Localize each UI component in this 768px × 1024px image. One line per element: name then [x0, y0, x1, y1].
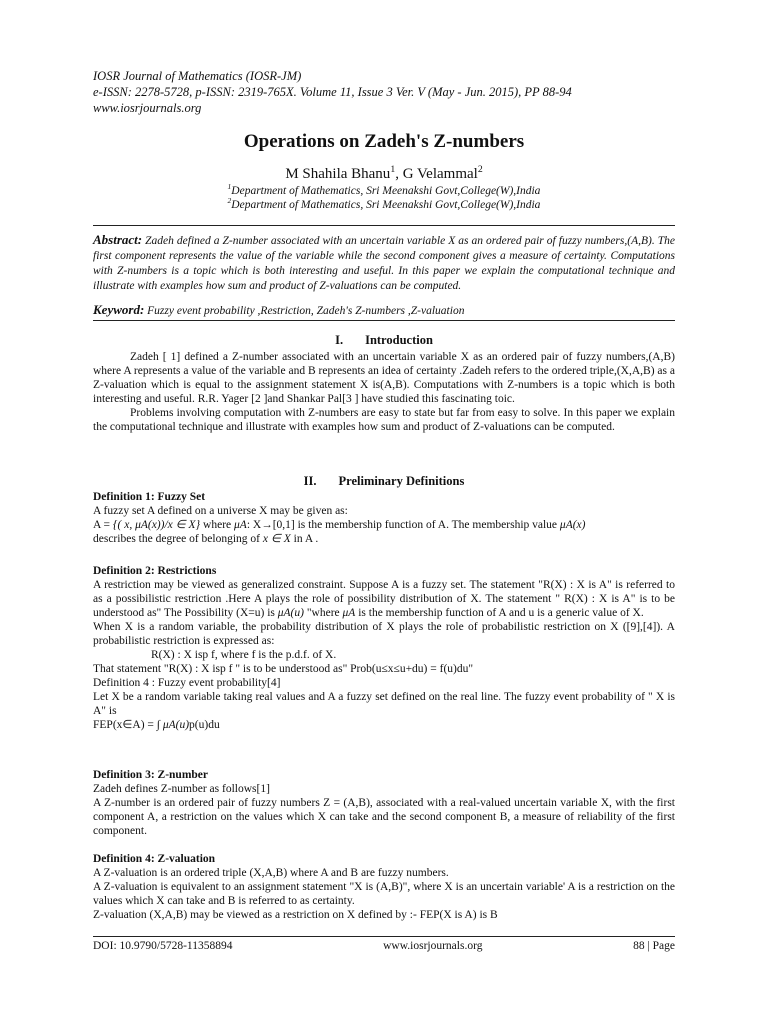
- paragraph: Z-valuation (X,A,B) may be viewed as a restriction on X defined by :- FEP(X is A) is B: [93, 909, 498, 921]
- journal-name: IOSR Journal of Mathematics (IOSR-JM): [93, 69, 302, 83]
- author-list: [0, 166, 768, 183]
- paragraph: [93, 578, 675, 620]
- keywords: [93, 302, 675, 318]
- set-formula: {( x, μA(x))/x ∈ X}: [112, 519, 201, 531]
- paragraph: Let X be a random variable taking real values and A a fuzzy set defined on the real line. The fuzzy event probability of " X is A" is: [93, 691, 675, 717]
- affiliations: [0, 184, 768, 212]
- definition-title: Definition 2: Restrictions: [93, 565, 217, 577]
- section-title: Preliminary Definitions: [338, 474, 465, 488]
- definition-4: [93, 852, 675, 922]
- author-1-sup: 1: [390, 164, 396, 175]
- section-number: II.: [303, 474, 317, 488]
- definition-title: Definition 4: Z-valuation: [93, 853, 216, 865]
- paragraph: [93, 518, 675, 532]
- author-1: M Shahila Bhanu: [285, 166, 391, 182]
- paragraph: [93, 532, 675, 546]
- definition-2: [93, 564, 675, 732]
- section-heading-introduction: [0, 333, 768, 348]
- footer-page-number: 88 | Page: [633, 940, 675, 952]
- affiliation-1: [0, 184, 768, 198]
- integral-formula: ∫ μA(u): [156, 719, 190, 731]
- abstract-bottom-rule: [93, 320, 675, 321]
- text-run: p(u)du: [189, 719, 220, 731]
- affiliation-2-sup: 2: [227, 196, 232, 206]
- footer-doi: DOI: 10.9790/5728-11358894: [93, 940, 233, 952]
- text-run: is the membership function of A and u is a generic value of X.: [355, 607, 644, 619]
- paragraph: That statement "R(X) : X isp f " is to be understood as" Prob(u≤x≤u+du) = f(u)du": [93, 663, 474, 675]
- section-title: Introduction: [365, 333, 433, 347]
- paragraph: A Z-number is an ordered pair of fuzzy numbers Z = (A,B), associated with a real-valued uncertain variable X, with the first component A, a restriction on the values which X can take and the second component B, a measure of reliability of the first component.: [93, 797, 675, 837]
- footer-website: www.iosrjournals.org: [383, 940, 483, 952]
- text-run: where: [200, 519, 234, 531]
- definition-1: [93, 490, 675, 546]
- affiliation-2: [0, 198, 768, 212]
- text-run: A =: [93, 519, 113, 531]
- paragraph: Problems involving computation with Z-numbers are easy to state but far from easy to solve. In this paper we explain the computational technique and illustrate with examples how sum and product of Z-valuations can be computed.: [93, 407, 675, 433]
- affiliation-1-text: Department of Mathematics, Sri Meenakshi Govt,College(W),India: [231, 185, 541, 197]
- abstract-top-rule: [93, 225, 675, 226]
- formula-line: R(X) : X isp f, where f is the p.d.f. of X.: [151, 649, 337, 661]
- section-number: I.: [335, 333, 344, 347]
- abstract: [93, 232, 675, 294]
- affiliation-2-text: Department of Mathematics, Sri Meenakshi Govt,College(W),India: [231, 199, 541, 211]
- element-symbol: x ∈ X: [262, 533, 291, 545]
- paragraph: When X is a random variable, the probability distribution of X plays the role of probabilistic restriction on X ([9],[4]). A probabilistic restriction is expressed as:: [93, 621, 675, 647]
- abstract-label: Abstract:: [93, 232, 143, 247]
- journal-website: www.iosrjournals.org: [93, 101, 202, 115]
- membership-u-symbol: μA(u): [277, 607, 304, 619]
- membership-value-symbol: μA(x): [559, 519, 586, 531]
- text-run: in A .: [290, 533, 319, 545]
- author-2-sup: 2: [477, 164, 483, 175]
- journal-header: [93, 68, 572, 116]
- keyword-label: Keyword:: [93, 302, 145, 317]
- paragraph: A Z-valuation is an ordered triple (X,A,B) where A and B are fuzzy numbers.: [93, 867, 449, 879]
- journal-issn: e-ISSN: 2278-5728, p-ISSN: 2319-765X. Volume 11, Issue 3 Ver. V (May - Jun. 2015), PP 88-94: [93, 85, 572, 99]
- definition-3: [93, 768, 675, 838]
- paragraph: A Z-valuation is equivalent to an assignment statement "X is (A,B)", where X is an uncertain variable' A is a restriction on the values which X can take and B is referred to as certainty.: [93, 881, 675, 907]
- author-2: G Velammal: [402, 166, 478, 182]
- paragraph: A fuzzy set A defined on a universe X may be given as:: [93, 505, 348, 517]
- affiliation-1-sup: 1: [227, 182, 232, 192]
- text-run: describes the degree of belonging of: [93, 533, 263, 545]
- paragraph: Zadeh defines Z-number as follows[1]: [93, 783, 270, 795]
- membership-symbol: μA: [234, 519, 247, 531]
- abstract-text: Zadeh defined a Z-number associated with an uncertain variable X as an ordered pair of fuzzy numbers,(A,B). The first component represents the value of the variable while the second component gives a measure of certainty. Computations with Z-numbers is a topic which is both interesting and useful. In this paper we explain the computational technique and illustrate with examples how sum and product of Z-valuations can be computed.: [93, 235, 675, 292]
- introduction-body: [93, 350, 675, 434]
- paragraph: [93, 718, 675, 732]
- paper-title: Operations on Zadeh's Z-numbers: [243, 131, 525, 152]
- page-footer: [93, 940, 675, 952]
- definition-title: Definition 1: Fuzzy Set: [93, 491, 206, 503]
- text-run: "where: [303, 607, 343, 619]
- text-run: FEP(x∈A) =: [93, 719, 157, 731]
- footer-rule: [93, 936, 675, 937]
- keyword-text: Fuzzy event probability ,Restriction, Zadeh's Z-numbers ,Z-valuation: [147, 305, 465, 317]
- membership-symbol: μA: [342, 607, 356, 619]
- text-run: A restriction may be viewed as generalized constraint. Suppose A is a fuzzy set. The statement "R(X) : X is A" is referred to as a possibilistic restriction .Here A plays the role of possibility distribution of X. The statement " R(X) : X is A" is to be understood as" The Possibility (X=u) is: [93, 579, 675, 619]
- author-separator: ,: [395, 166, 403, 182]
- definition-title: Definition 3: Z-number: [93, 769, 208, 781]
- paragraph: Definition 4 : Fuzzy event probability[4]: [93, 677, 281, 689]
- text-run: : X→[0,1] is the membership function of A. The membership value: [246, 519, 560, 531]
- section-heading-preliminary: [0, 474, 768, 489]
- paragraph: Zadeh [ 1] defined a Z-number associated with an uncertain variable X as an ordered pair of fuzzy numbers,(A,B) where A represents a value of the variable and B represents an idea of certainty .Zadeh refers to the ordered triple,(X,A,B) as a Z-valuation which is equal to the assignment statement X is(A,B). Computations with Z-numbers is a topic which is both interesting and useful. R.R. Yager [2 ]and Shankar Pal[3 ] have studied this fascinating toic.: [93, 351, 675, 405]
